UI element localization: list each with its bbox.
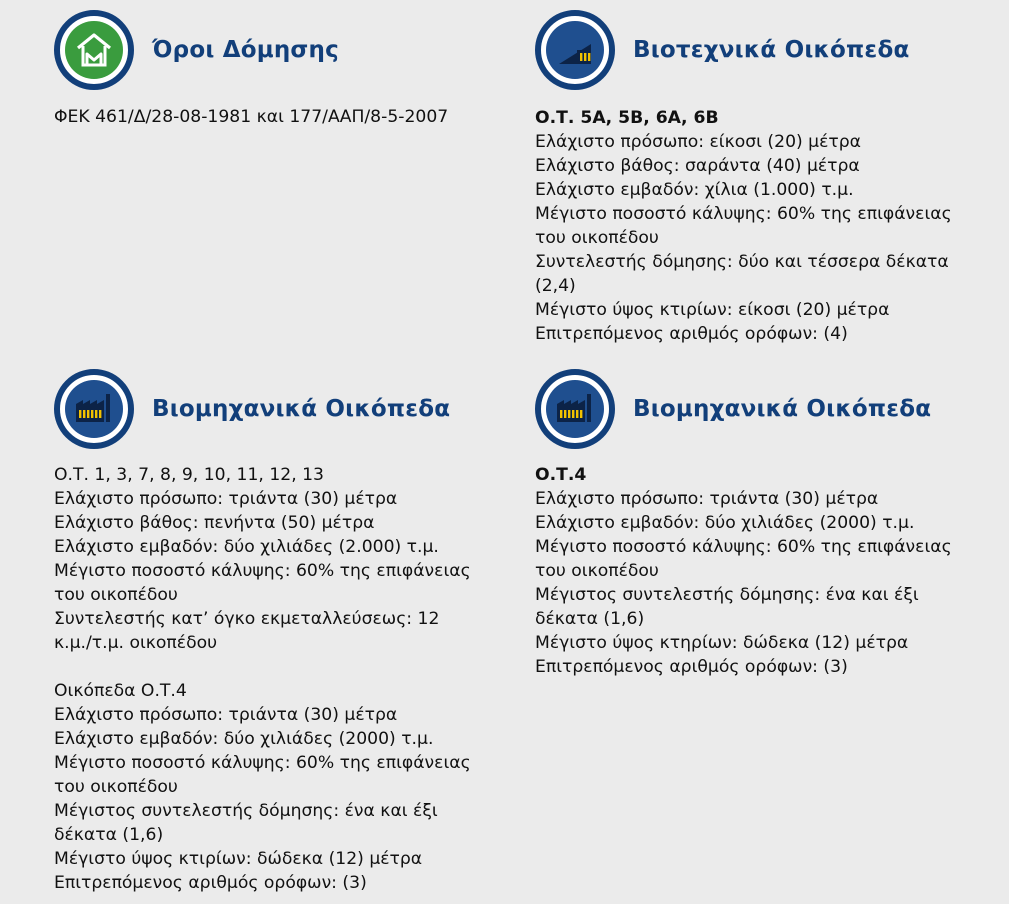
section-body <box>535 106 1009 346</box>
icon-badge <box>54 10 134 90</box>
text-line: Μέγιστο ύψος κτηρίων: δώδεκα (12) μέτρα <box>535 633 909 653</box>
text-line: Ελάχιστο πρόσωπο: είκοσι (20) μέτρα <box>535 132 861 152</box>
block-spacer <box>54 655 524 679</box>
block-heading: Ο.Τ.4 <box>535 465 587 485</box>
section-oroi-domisis <box>54 10 524 129</box>
section-title: Βιομηχανικά Οικόπεδα <box>152 396 451 422</box>
section-header <box>54 369 524 449</box>
text-line: Ελάχιστο βάθος: πενήντα (50) μέτρα <box>54 513 375 533</box>
text-line: (2,4) <box>535 276 576 296</box>
factory-icon <box>65 380 123 438</box>
house-icon <box>65 21 123 79</box>
text-line: κ.μ./τ.μ. οικοπέδου <box>54 633 218 653</box>
text-line: δέκατα (1,6) <box>54 825 164 845</box>
text-line: Μέγιστο ποσοστό κάλυψης: 60% της επιφάνειας <box>535 204 952 224</box>
section-body <box>54 105 524 129</box>
section-body <box>54 463 524 895</box>
text-line: Ελάχιστο πρόσωπο: τριάντα (30) μέτρα <box>54 705 398 725</box>
text-line: του οικοπέδου <box>535 561 659 581</box>
section-header <box>54 10 524 90</box>
text-line: Ελάχιστο βάθος: σαράντα (40) μέτρα <box>535 156 860 176</box>
section-header <box>535 10 1009 90</box>
icon-badge <box>54 369 134 449</box>
section-viomixanika-left <box>54 369 524 895</box>
text-line: του οικοπέδου <box>54 585 178 605</box>
section-viomixanika-right <box>535 369 1009 679</box>
block-heading: Ο.Τ. 5Α, 5Β, 6Α, 6Β <box>535 108 719 128</box>
text-line: Μέγιστος συντελεστής δόμησης: ένα και έξι <box>54 801 438 821</box>
text-line: Επιτρεπόμενος αριθμός ορόφων: (3) <box>54 873 367 893</box>
text-line: Συντελεστής κατ’ όγκο εκμεταλλεύσεως: 12 <box>54 609 440 629</box>
text-line: Μέγιστο ύψος κτιρίων: είκοσι (20) μέτρα <box>535 300 890 320</box>
section-viotexnika <box>535 10 1009 346</box>
text-line: Ο.Τ. 1, 3, 7, 8, 9, 10, 11, 12, 13 <box>54 465 324 485</box>
text-line: Επιτρεπόμενος αριθμός ορόφων: (3) <box>535 657 848 677</box>
text-line: Μέγιστο ποσοστό κάλυψης: 60% της επιφάνειας <box>54 561 471 581</box>
workshop-icon <box>546 21 604 79</box>
section-body <box>535 463 1009 679</box>
text-line: Ελάχιστο πρόσωπο: τριάντα (30) μέτρα <box>535 489 879 509</box>
text-line: ΦΕΚ 461/Δ/28-08-1981 και 177/ΑΑΠ/8-5-2007 <box>54 107 449 127</box>
text-line: Μέγιστος συντελεστής δόμησης: ένα και έξι <box>535 585 919 605</box>
text-line: Μέγιστο ποσοστό κάλυψης: 60% της επιφάνειας <box>54 753 471 773</box>
text-line: Ελάχιστο εμβαδόν: δύο χιλιάδες (2.000) τ.μ. <box>54 537 439 557</box>
text-line: Ελάχιστο πρόσωπο: τριάντα (30) μέτρα <box>54 489 398 509</box>
section-header <box>535 369 1009 449</box>
text-line: Ελάχιστο εμβαδόν: χίλια (1.000) τ.μ. <box>535 180 854 200</box>
text-line: Ελάχιστο εμβαδόν: δύο χιλιάδες (2000) τ.μ. <box>535 513 915 533</box>
text-line: Ελάχιστο εμβαδόν: δύο χιλιάδες (2000) τ.μ. <box>54 729 434 749</box>
section-title: Βιοτεχνικά Οικόπεδα <box>633 37 910 63</box>
section-title: Όροι Δόμησης <box>152 37 339 63</box>
text-line: Μέγιστο ποσοστό κάλυψης: 60% της επιφάνειας <box>535 537 952 557</box>
text-line: δέκατα (1,6) <box>535 609 645 629</box>
text-line: Οικόπεδα Ο.Τ.4 <box>54 681 187 701</box>
text-line: Επιτρεπόμενος αριθμός ορόφων: (4) <box>535 324 848 344</box>
section-title: Βιομηχανικά Οικόπεδα <box>633 396 932 422</box>
text-line: Μέγιστο ύψος κτιρίων: δώδεκα (12) μέτρα <box>54 849 423 869</box>
icon-badge <box>535 369 615 449</box>
factory-icon <box>546 380 604 438</box>
text-line: του οικοπέδου <box>54 777 178 797</box>
text-line: Συντελεστής δόμησης: δύο και τέσσερα δέκατα <box>535 252 949 272</box>
text-line: του οικοπέδου <box>535 228 659 248</box>
icon-badge <box>535 10 615 90</box>
